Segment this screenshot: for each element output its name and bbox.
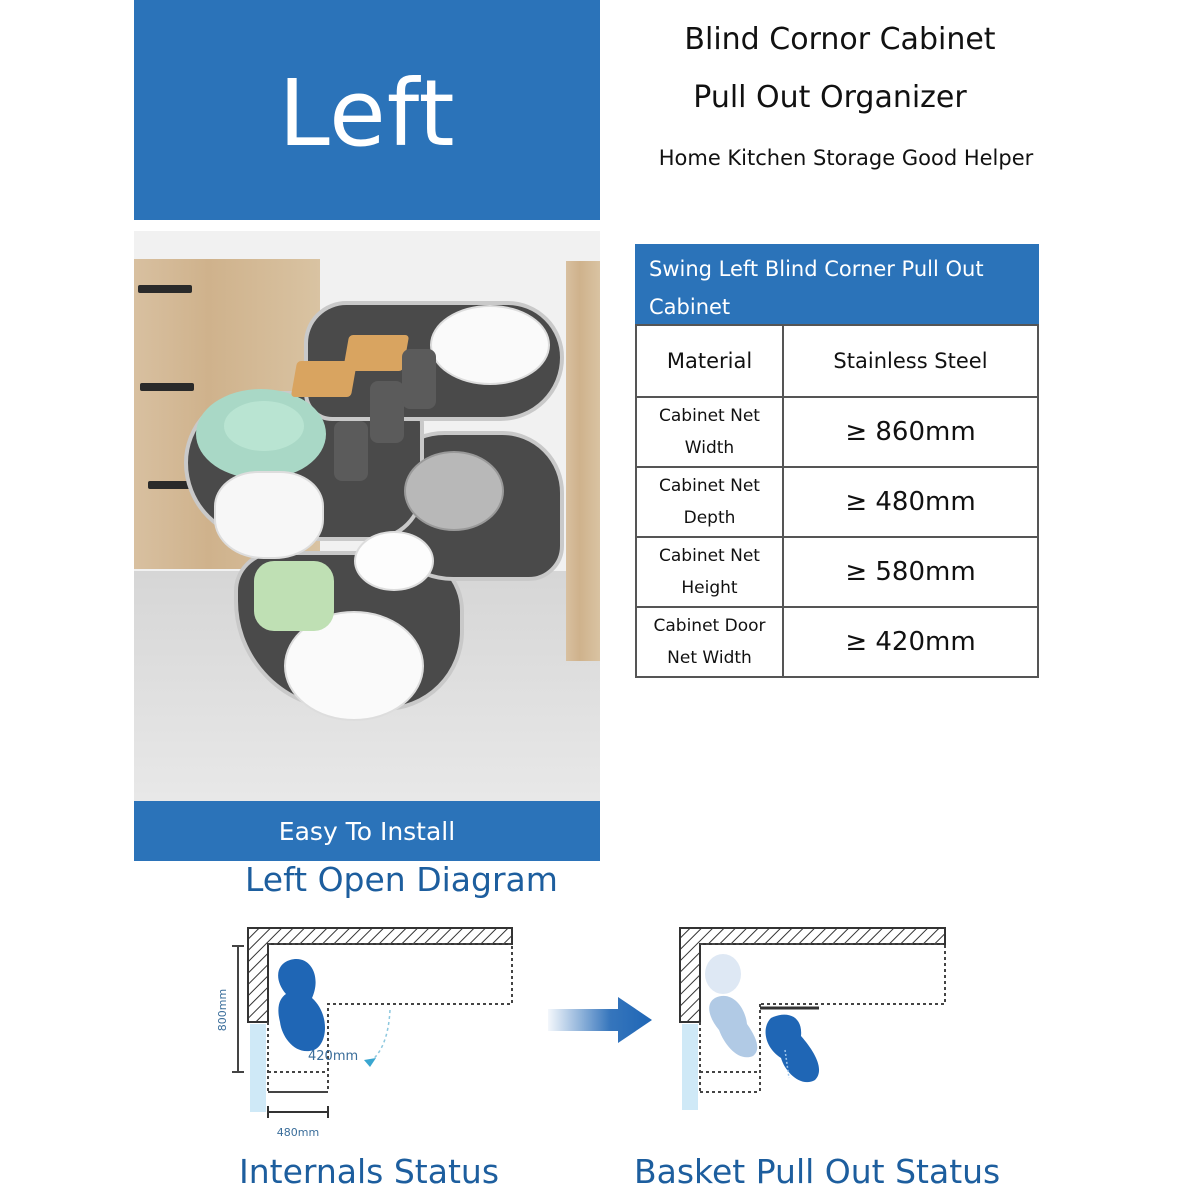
wood-lid-container: [343, 335, 409, 371]
arrow-right-icon: [548, 995, 658, 1045]
dim-vertical-label: 800mm: [216, 988, 229, 1032]
spec-table: [635, 244, 1039, 678]
basket-ghost: [709, 996, 757, 1057]
basket-shape: [278, 959, 325, 1051]
spec-value: Stainless Steel: [783, 325, 1038, 397]
spec-value: ≥ 420mm: [783, 607, 1038, 677]
condiment-jar: [402, 349, 436, 409]
diagram-title: Left Open Diagram: [245, 860, 558, 899]
caption-basket-pull-out-status: Basket Pull Out Status: [634, 1152, 1001, 1191]
table-row: [636, 607, 1038, 677]
hero-banner: [134, 0, 600, 220]
basket-shape: [766, 1015, 819, 1083]
dim-door-label: 420mm: [308, 1049, 359, 1064]
install-label: Easy To Install: [278, 816, 456, 846]
table-row: [636, 325, 1038, 397]
product-subtitle: Home Kitchen Storage Good Helper: [658, 146, 1034, 170]
spec-key: Cabinet Door Net Width: [636, 607, 783, 677]
door-highlight: [682, 1024, 698, 1110]
white-casserole: [430, 305, 550, 385]
spec-key: Cabinet Net Height: [636, 537, 783, 607]
hero-label: Left: [278, 59, 456, 167]
table-row: [636, 537, 1038, 607]
condiment-jar: [370, 381, 404, 443]
product-title-line2: Pull Out Organizer: [693, 80, 967, 115]
install-banner: [134, 801, 600, 861]
table-row: [636, 397, 1038, 467]
product-photo: [134, 231, 600, 801]
drawer-handle: [140, 383, 194, 391]
table-row: [636, 467, 1038, 537]
door-highlight: [250, 1024, 266, 1112]
spec-key: Cabinet Net Width: [636, 397, 783, 467]
condiment-jar: [334, 421, 368, 481]
internals-diagram: [210, 920, 530, 1145]
spec-table-body: [635, 324, 1039, 678]
spec-table-header: Swing Left Blind Corner Pull Out Cabinet: [635, 244, 1039, 324]
white-bowls: [354, 531, 434, 591]
drawer-handle: [138, 285, 192, 293]
spec-key: Material: [636, 325, 783, 397]
product-title-line1: Blind Cornor Cabinet: [684, 22, 996, 57]
pullout-diagram: [675, 920, 955, 1110]
spec-value: ≥ 480mm: [783, 467, 1038, 537]
cabinet-door: [566, 261, 600, 661]
spec-key: Cabinet Net Depth: [636, 467, 783, 537]
green-bowls: [224, 401, 304, 451]
spec-value: ≥ 860mm: [783, 397, 1038, 467]
green-jar: [254, 561, 334, 631]
caption-internals-status: Internals Status: [239, 1152, 500, 1191]
dim-horizontal-label: 480mm: [276, 1126, 320, 1139]
spec-value: ≥ 580mm: [783, 537, 1038, 607]
steel-pot: [404, 451, 504, 531]
white-pot: [214, 471, 324, 559]
